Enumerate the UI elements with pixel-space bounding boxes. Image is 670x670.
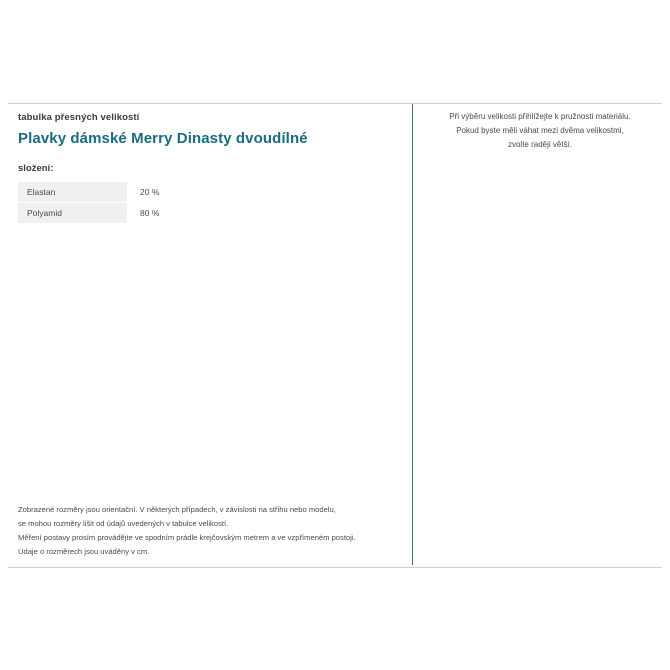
composition-value: 80 % [127, 203, 218, 224]
footnote-line-2: se mohou rozměry lišit od údajů uvedených v tabulce velikostí. [18, 519, 229, 529]
table-row [18, 203, 218, 224]
measurement-footnote [18, 503, 408, 559]
note-line-3: zvolte raději větší. [507, 140, 573, 149]
note-line-2: Pokud byste měli váhat mezi dvěma velikostmi, [456, 126, 624, 135]
note-line-1: Při výběru velikosti přihlížejte k pružnosti materiálu. [449, 112, 631, 121]
composition-label: složení: [18, 163, 54, 174]
footnote-line-3: Měření postavy prosím provádějte ve spodním prádle krejčovským metrem a ve vzpřímeném postoji. [18, 533, 356, 543]
page-title: Plavky dámské Merry Dinasty dvoudílné [18, 130, 308, 147]
footnote-line-4: Údaje o rozměrech jsou uváděny v cm. [18, 547, 150, 557]
footnote-line-1: Zobrazené rozměry jsou orientační. V některých případech, v závislosti na střihu nebo modelu, [18, 505, 336, 514]
composition-value: 20 % [127, 182, 218, 203]
sizing-note [424, 110, 656, 152]
table-row [18, 182, 218, 203]
page-kicker: tabulka přesných velikostí [18, 112, 140, 123]
composition-material: Elastan [18, 182, 127, 203]
composition-material: Polyamid [18, 203, 127, 224]
composition-table [18, 182, 218, 224]
column-divider [412, 104, 413, 565]
left-column [18, 112, 398, 224]
